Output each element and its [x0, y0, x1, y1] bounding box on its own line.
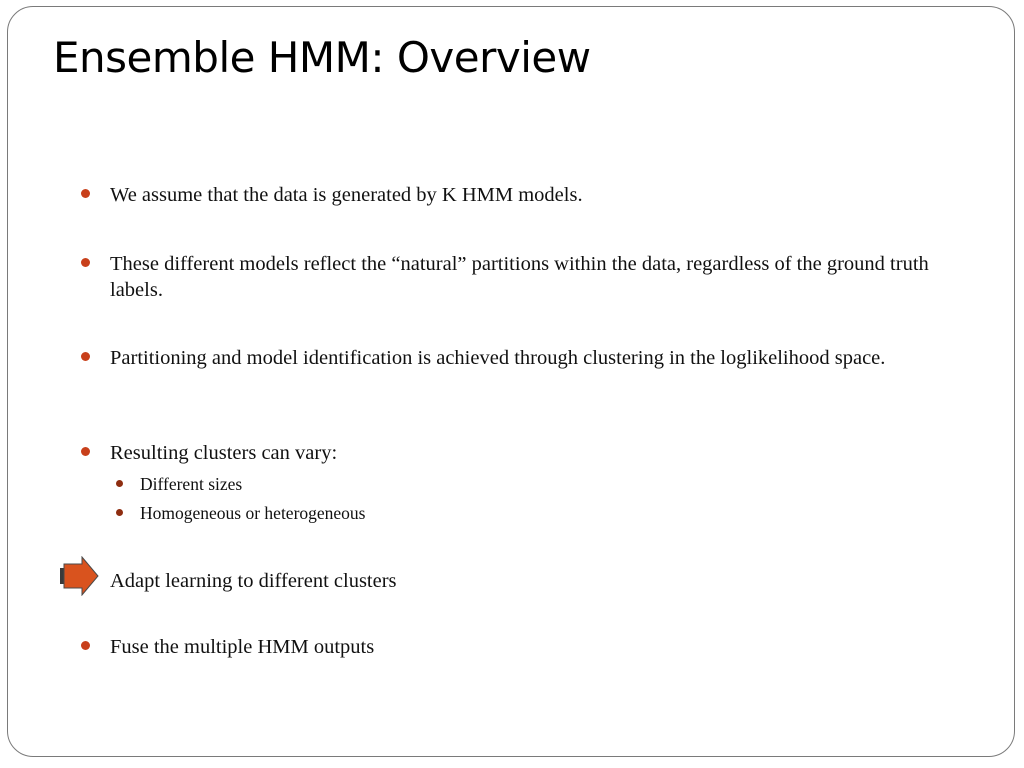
- bullet-text: Partitioning and model identification is achieved through clustering in the loglikelihood space.: [110, 347, 886, 369]
- sub-bullet-dot-icon: [116, 480, 123, 487]
- sub-bullet-dot-icon: [116, 509, 123, 516]
- bullet-text: Fuse the multiple HMM outputs: [110, 636, 375, 658]
- bullet-text: Adapt learning to different clusters: [110, 570, 397, 592]
- bullet-dot-icon: [81, 189, 90, 198]
- bullet-dot-icon: [81, 258, 90, 267]
- arrow-icon: [58, 556, 100, 596]
- bullet-text: We assume that the data is generated by K HMM models.: [110, 184, 583, 206]
- slide-title: Ensemble HMM: Overview: [53, 33, 591, 82]
- bullet-text: Resulting clusters can vary:: [110, 442, 338, 464]
- bullet-dot-icon: [81, 447, 90, 456]
- sub-bullet-text: Homogeneous or heterogeneous: [140, 503, 366, 523]
- bullet-text: These different models reflect the “natural” partitions within the data, regardless of the ground truth labels.: [110, 253, 929, 301]
- sub-bullet-text: Different sizes: [140, 474, 243, 494]
- bullet-dot-icon: [81, 352, 90, 361]
- bullet-dot-icon: [81, 641, 90, 650]
